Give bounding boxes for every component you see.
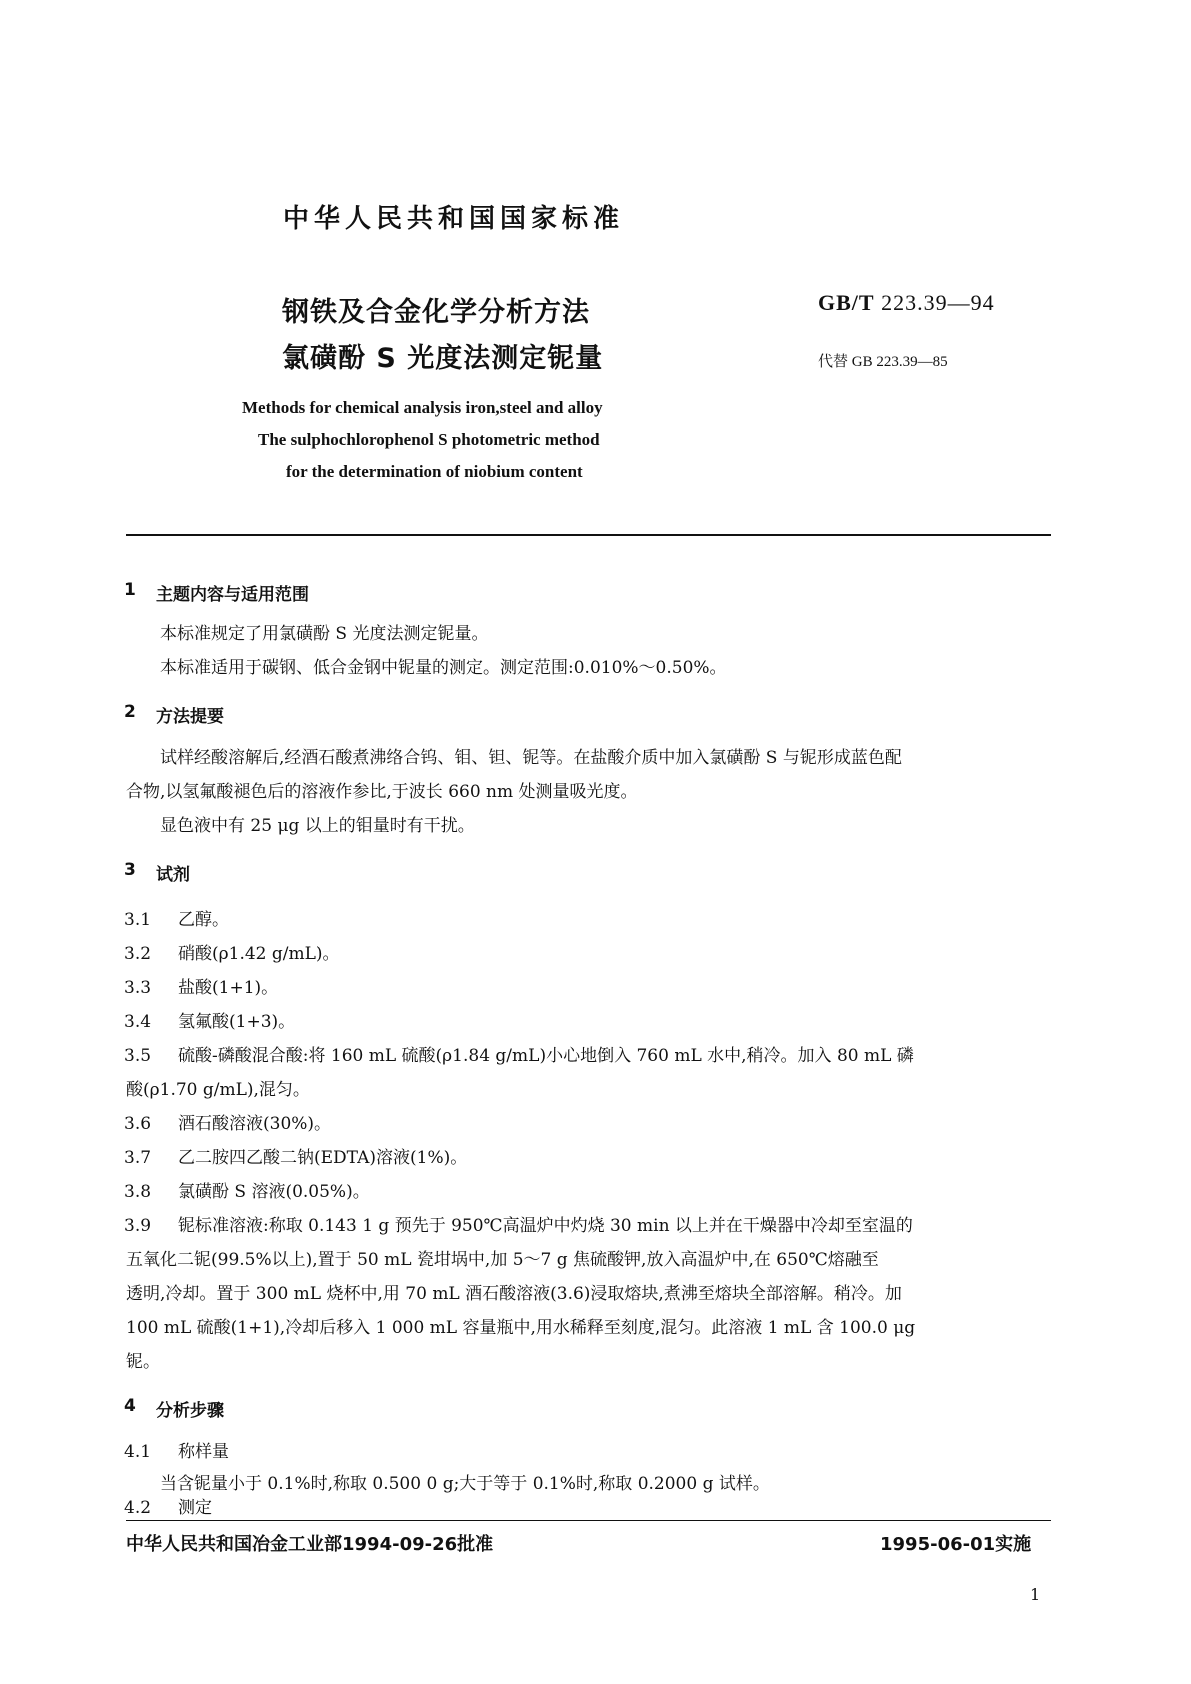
reagent-3-9a: 铌标准溶液:称取 0.143 1 g 预先于 950℃高温炉中灼烧 30 min 以上并在干燥器中冷却至室温的: [178, 1216, 913, 1236]
section-4-number: 4: [124, 1396, 136, 1416]
step-4-2-title: 测定: [178, 1498, 212, 1518]
reagent-3-8: 氯磺酚 S 溶液(0.05%)。: [178, 1182, 370, 1202]
step-4-1-number: 4.1: [124, 1442, 152, 1462]
title-cn-line-1: 钢铁及合金化学分析方法: [282, 297, 590, 328]
implementation-date: 1995-06-01实施: [880, 1534, 1032, 1555]
step-4-2-number: 4.2: [124, 1498, 152, 1518]
footer-divider: [126, 1520, 1051, 1521]
section-3-title: 试剂: [156, 865, 190, 885]
reagent-3-5a: 硫酸-磷酸混合酸:将 160 mL 硫酸(ρ1.84 g/mL)小心地倒入 760 mL 水中,稍冷。加入 80 mL 磷: [178, 1046, 914, 1066]
reagent-3-9c: 透明,冷却。置于 300 mL 烧杯中,用 70 mL 酒石酸溶液(3.6)浸取熔块,煮沸至熔块全部溶解。稍冷。加: [126, 1284, 902, 1304]
reagent-3-7-number: 3.7: [124, 1148, 152, 1168]
reagent-3-1-number: 3.1: [124, 910, 152, 930]
reagent-3-3: 盐酸(1+1)。: [178, 978, 279, 998]
section-2-para-1a: 试样经酸溶解后,经酒石酸煮沸络合钨、钼、钽、铌等。在盐酸介质中加入氯磺酚 S 与铌形成蓝色配: [160, 748, 902, 768]
title-en-line-3: for the determination of niobium content: [286, 462, 583, 481]
section-1-title: 主题内容与适用范围: [156, 585, 309, 605]
reagent-3-8-number: 3.8: [124, 1182, 152, 1202]
section-2-number: 2: [124, 702, 136, 722]
reagent-3-7: 乙二胺四乙酸二钠(EDTA)溶液(1%)。: [178, 1148, 468, 1168]
section-2-para-1b: 合物,以氢氟酸褪色后的溶液作参比,于波长 660 nm 处测量吸光度。: [126, 782, 638, 802]
section-1-para-2: 本标准适用于碳钢、低合金钢中铌量的测定。测定范围:0.010%～0.50%。: [160, 658, 727, 678]
reagent-3-6: 酒石酸溶液(30%)。: [178, 1114, 332, 1134]
reagent-3-2-number: 3.2: [124, 944, 152, 964]
header-divider: [126, 534, 1051, 536]
standard-number: [818, 290, 995, 316]
standard-prefix: GB/T: [818, 290, 875, 315]
title-cn-line-2: 氯磺酚 S 光度法测定铌量: [282, 343, 604, 374]
title-en-line-2: The sulphochlorophenol S photometric method: [258, 430, 600, 449]
section-2-para-2: 显色液中有 25 μg 以上的钼量时有干扰。: [160, 816, 475, 836]
reagent-3-4-number: 3.4: [124, 1012, 152, 1032]
step-4-1-title: 称样量: [178, 1442, 229, 1462]
step-4-1-para: 当含铌量小于 0.1%时,称取 0.500 0 g;大于等于 0.1%时,称取 0.2000 g 试样。: [160, 1474, 770, 1494]
reagent-3-5b: 酸(ρ1.70 g/mL),混匀。: [126, 1080, 310, 1100]
reagent-3-5-number: 3.5: [124, 1046, 152, 1066]
title-en-line-1: Methods for chemical analysis iron,steel and alloy: [242, 398, 603, 417]
reagent-3-1: 乙醇。: [178, 910, 229, 930]
section-1-para-1: 本标准规定了用氯磺酚 S 光度法测定铌量。: [160, 624, 489, 644]
issuer-heading: 中华人民共和国国家标准: [283, 204, 625, 234]
reagent-3-9d: 100 mL 硫酸(1+1),冷却后移入 1 000 mL 容量瓶中,用水稀释至刻度,混匀。此溶液 1 mL 含 100.0 μg: [126, 1318, 916, 1338]
reagent-3-3-number: 3.3: [124, 978, 152, 998]
replaces-standard: 代替 GB 223.39—85: [818, 354, 948, 370]
section-3-number: 3: [124, 860, 136, 880]
reagent-3-9e: 铌。: [126, 1352, 160, 1372]
standard-code: 223.39—94: [881, 290, 995, 315]
page-number: 1: [1030, 1585, 1041, 1604]
reagent-3-9-number: 3.9: [124, 1216, 152, 1236]
section-1-number: 1: [124, 580, 136, 600]
reagent-3-2: 硝酸(ρ1.42 g/mL)。: [178, 944, 340, 964]
section-4-title: 分析步骤: [156, 1401, 224, 1421]
section-2-title: 方法提要: [156, 707, 224, 727]
reagent-3-6-number: 3.6: [124, 1114, 152, 1134]
reagent-3-4: 氢氟酸(1+3)。: [178, 1012, 296, 1032]
approval-note: 中华人民共和国冶金工业部1994-09-26批准: [126, 1534, 494, 1555]
reagent-3-9b: 五氧化二铌(99.5%以上),置于 50 mL 瓷坩埚中,加 5～7 g 焦硫酸钾,放入高温炉中,在 650℃熔融至: [126, 1250, 879, 1270]
